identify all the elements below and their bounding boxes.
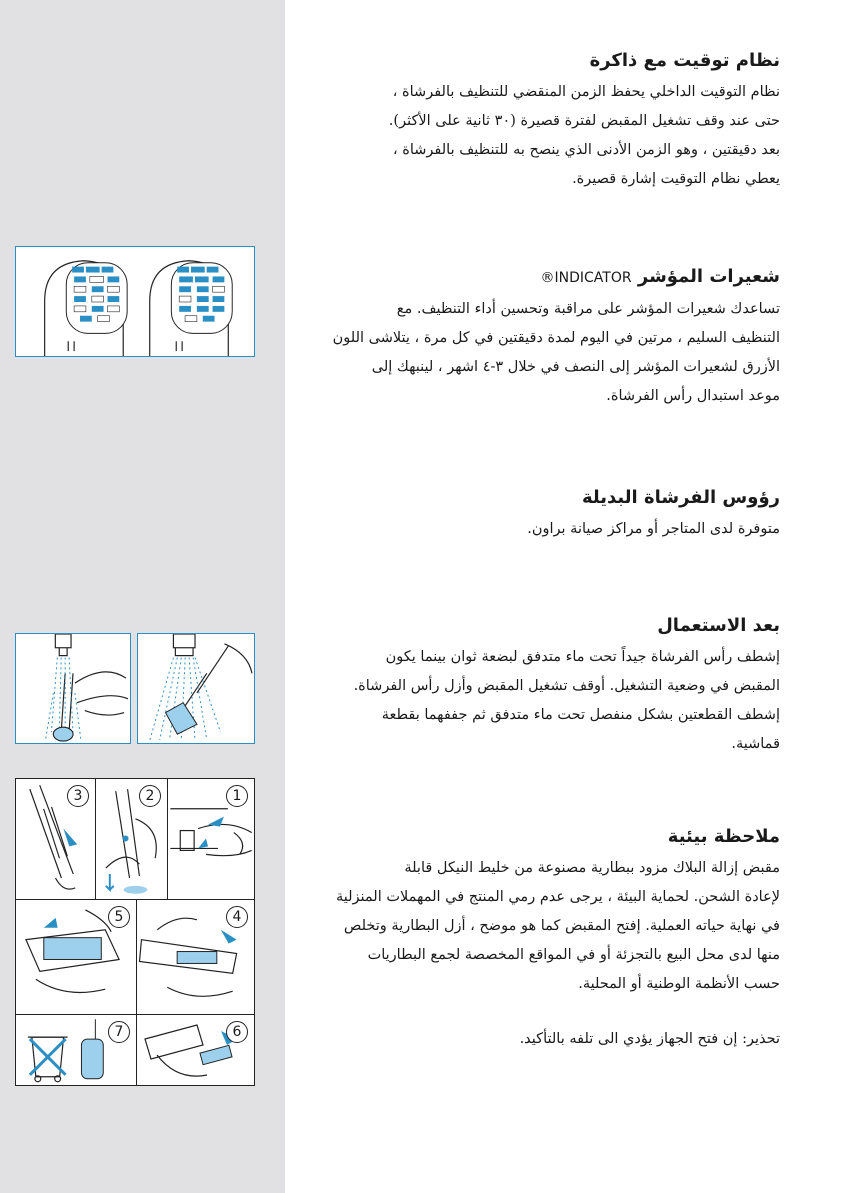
heading-text: شعيرات المؤشر (637, 266, 780, 287)
paragraph-line: إشطف القطعتين بشكل منفصل تحت ماء متدفق ثم جففهما بقطعة (381, 707, 780, 723)
indicator-bristles-figure (15, 246, 255, 357)
section-heading: ملاحظة بيئية (667, 826, 780, 847)
step-number: 4 (226, 906, 248, 928)
step-1-cell (168, 779, 254, 900)
rinse-brush-head-figure (137, 633, 255, 744)
step-number: 2 (139, 785, 161, 807)
section-heading: رؤوس الفرشاة البديلة (582, 487, 780, 508)
section-heading: بعد الاستعمال (657, 615, 780, 636)
paragraph-line: إشطف رأس الفرشاة جيداً تحت ماء متدفق لبضعة ثوان بينما يكون (385, 649, 780, 665)
paragraph-line: حسب الأنظمة الوطنية أو المحلية. (578, 976, 780, 992)
timer-section (300, 48, 780, 194)
step-number: 5 (108, 906, 130, 928)
step-5-cell (16, 900, 137, 1015)
paragraph-line: نظام التوقيت الداخلي يحفظ الزمن المنقضي للتنظيف بالفرشاة ، (392, 84, 780, 100)
section-heading (300, 264, 780, 291)
indicator-section (300, 264, 780, 411)
warning-text: تحذير: إن فتح الجهاز يؤدي الى تلفه بالتأكيد. (519, 1031, 780, 1047)
step-number: 3 (67, 785, 89, 807)
paragraph-line: تساعدك شعيرات المؤشر على مراقبة وتحسين أداء التنظيف. مع (396, 301, 780, 317)
paragraph-line: لإعادة الشحن. لحماية البيئة ، يرجى عدم رمي المنتج في المهملات المنزلية (335, 889, 780, 905)
section-heading: نظام توقيت مع ذاكرة (589, 50, 780, 71)
after-use-section (300, 613, 780, 759)
step-number: 1 (226, 785, 248, 807)
paragraph-line: يعطي نظام التوقيت إشارة قصيرة. (572, 171, 780, 187)
paragraph-line: التنظيف السليم ، مرتين في اليوم لمدة دقيقتين في كل مرة ، يتلاشى اللون (332, 330, 780, 346)
paragraph-line: حتى عند وقف تشغيل المقبض لفترة قصيرة (٣٠ ثانية على الأكثر). (388, 113, 780, 129)
rinse-handle-figure (15, 633, 131, 744)
step-6-cell (137, 1015, 254, 1085)
paragraph-line: في نهاية حياته العملية. إفتح المقبض كما هو موضح ، أزل البطارية وتخلص (343, 918, 780, 934)
step-2-cell (96, 779, 168, 900)
step-number: 6 (226, 1021, 248, 1043)
paragraph-line: الأزرق لشعيرات المؤشر إلى النصف في خلال ٣-٤ اشهر ، لينبهك إلى (371, 359, 780, 375)
paragraph-line: منها لدى محل البيع بالتجزئة أو في المواقع المخصصة لجمع البطاريات (367, 947, 780, 963)
replacement-heads-section (300, 485, 780, 544)
paragraph-line: مقبض إزالة البلاك مزود ببطارية مصنوعة من خليط النيكل قابلة (404, 860, 780, 876)
step-number: 7 (108, 1021, 130, 1043)
brand-name: INDICATOR® (540, 270, 632, 286)
paragraph-line: قماشية. (731, 736, 780, 752)
paragraph-line: المقبض في وضعية التشغيل. أوقف تشغيل المقبض وأزل رأس الفرشاة. (353, 678, 780, 694)
paragraph-line: متوفرة لدى المتاجر أو مراكز صيانة براون. (527, 521, 780, 537)
environment-section (300, 824, 780, 1054)
paragraph-line: موعد استبدال رأس الفرشاة. (606, 388, 780, 404)
step-4-cell (137, 900, 254, 1015)
paragraph-line: بعد دقيقتين ، وهو الزمن الأدنى الذي ينصح به للتنظيف بالفرشاة ، (392, 142, 780, 158)
battery-removal-steps (15, 778, 255, 1086)
step-7-cell (16, 1015, 137, 1085)
step-3-cell (16, 779, 96, 900)
